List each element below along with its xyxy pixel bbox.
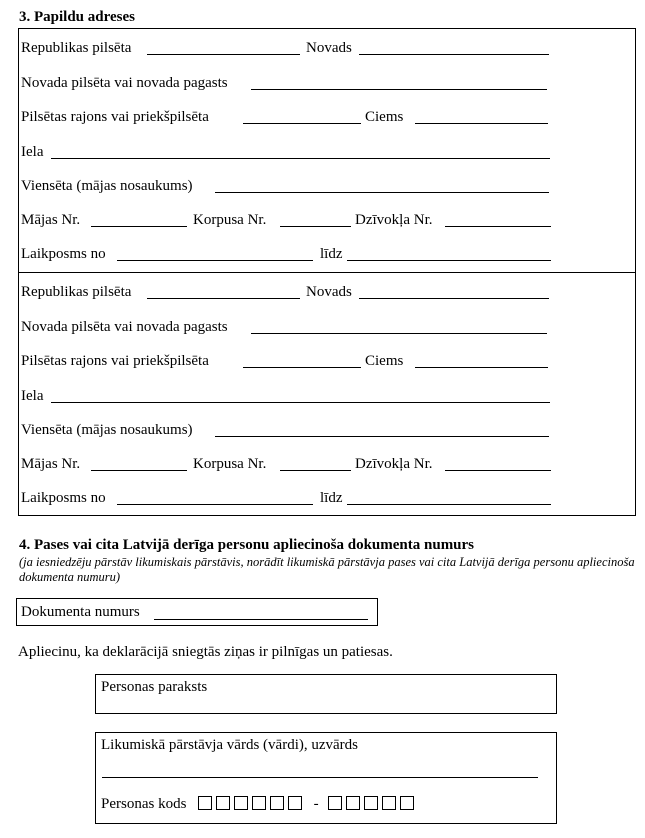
code-digit-box[interactable] xyxy=(216,796,230,810)
input-korpusa-nr[interactable] xyxy=(280,226,351,227)
declaration-text: Apliecinu, ka deklarācijā sniegtās ziņas ir pilnīgas un patiesas. xyxy=(18,644,393,660)
code-digit-box[interactable] xyxy=(252,796,266,810)
code-digit-box[interactable] xyxy=(198,796,212,810)
label-republikas-pilseta: Republikas pilsēta xyxy=(21,284,132,300)
label-dzivokla-nr: Dzīvokļa Nr. xyxy=(355,456,433,472)
label-iela: Iela xyxy=(21,144,44,160)
label-personas-kods: Personas kods xyxy=(101,796,187,812)
row-city xyxy=(19,39,635,61)
input-majas-nr[interactable] xyxy=(91,226,187,227)
personal-code-row xyxy=(101,796,418,813)
label-iela: Iela xyxy=(21,388,44,404)
label-korpusa-nr: Korpusa Nr. xyxy=(193,456,267,472)
label-dokumenta-numurs: Dokumenta numurs xyxy=(21,604,140,620)
label-ciems: Ciems xyxy=(365,109,404,125)
signature-box[interactable] xyxy=(95,674,557,714)
input-iela[interactable] xyxy=(51,158,550,159)
input-lidz[interactable] xyxy=(347,260,551,261)
label-pilsetas-rajons: Pilsētas rajons vai priekšpilsēta xyxy=(21,109,209,125)
label-korpusa-nr: Korpusa Nr. xyxy=(193,212,267,228)
representative-box xyxy=(95,732,557,824)
label-novads: Novads xyxy=(306,40,352,56)
label-pilsetas-rajons: Pilsētas rajons vai priekšpilsēta xyxy=(21,353,209,369)
code-separator: - xyxy=(313,796,319,812)
document-number-box xyxy=(16,598,378,626)
code-digit-box[interactable] xyxy=(288,796,302,810)
address-block-1 xyxy=(18,28,636,273)
section-4-note: (ja iesniedzēju pārstāv likumiskais pārstāvis, norādīt likumiskā pārstāvja pases vai cita Latvijā derīga personu apliecinoša dokumenta numuru) xyxy=(19,555,635,584)
code-digit-box[interactable] xyxy=(382,796,396,810)
input-laikposms-no[interactable] xyxy=(117,504,313,505)
input-viensta[interactable] xyxy=(215,192,549,193)
input-representative-name[interactable] xyxy=(102,777,538,778)
label-novada-pilseta: Novada pilsēta vai novada pagasts xyxy=(21,75,228,91)
label-lidz: līdz xyxy=(320,490,343,506)
input-pilsetas-rajons[interactable] xyxy=(243,123,361,124)
label-novads: Novads xyxy=(306,284,352,300)
input-viensta[interactable] xyxy=(215,436,549,437)
address-block-2 xyxy=(18,272,636,516)
input-novads[interactable] xyxy=(359,298,549,299)
input-korpusa-nr[interactable] xyxy=(280,470,351,471)
input-novada-pilseta[interactable] xyxy=(251,333,547,334)
input-laikposms-no[interactable] xyxy=(117,260,313,261)
input-republikas-pilseta[interactable] xyxy=(147,298,300,299)
label-majas-nr: Mājas Nr. xyxy=(21,212,81,228)
code-digit-box[interactable] xyxy=(346,796,360,810)
label-novada-pilseta: Novada pilsēta vai novada pagasts xyxy=(21,319,228,335)
input-dokumenta-numurs[interactable] xyxy=(154,619,368,620)
input-pilsetas-rajons[interactable] xyxy=(243,367,361,368)
input-lidz[interactable] xyxy=(347,504,551,505)
label-ciems: Ciems xyxy=(365,353,404,369)
label-laikposms-no: Laikposms no xyxy=(21,490,106,506)
input-majas-nr[interactable] xyxy=(91,470,187,471)
code-digit-box[interactable] xyxy=(364,796,378,810)
label-viensta: Viensēta (mājas nosaukums) xyxy=(21,422,193,438)
input-iela[interactable] xyxy=(51,402,550,403)
label-representative-name: Likumiskā pārstāvja vārds (vārdi), uzvārds xyxy=(101,737,358,753)
input-republikas-pilseta[interactable] xyxy=(147,54,300,55)
code-digit-box[interactable] xyxy=(400,796,414,810)
input-ciems[interactable] xyxy=(415,123,548,124)
label-laikposms-no: Laikposms no xyxy=(21,246,106,262)
input-dzivokla-nr[interactable] xyxy=(445,226,551,227)
code-digit-box[interactable] xyxy=(270,796,284,810)
code-digit-box[interactable] xyxy=(234,796,248,810)
label-dzivokla-nr: Dzīvokļa Nr. xyxy=(355,212,433,228)
section-3-title: 3. Papildu adreses xyxy=(19,9,135,25)
label-majas-nr: Mājas Nr. xyxy=(21,456,81,472)
label-personas-paraksts: Personas paraksts xyxy=(101,679,208,695)
section-4-title: 4. Pases vai cita Latvijā derīga personu apliecinoša dokumenta numurs xyxy=(19,537,475,553)
label-republikas-pilseta: Republikas pilsēta xyxy=(21,40,132,56)
label-viensta: Viensēta (mājas nosaukums) xyxy=(21,178,193,194)
label-lidz: līdz xyxy=(320,246,343,262)
input-dzivokla-nr[interactable] xyxy=(445,470,551,471)
input-novada-pilseta[interactable] xyxy=(251,89,547,90)
code-digit-box[interactable] xyxy=(328,796,342,810)
input-ciems[interactable] xyxy=(415,367,548,368)
input-novads[interactable] xyxy=(359,54,549,55)
